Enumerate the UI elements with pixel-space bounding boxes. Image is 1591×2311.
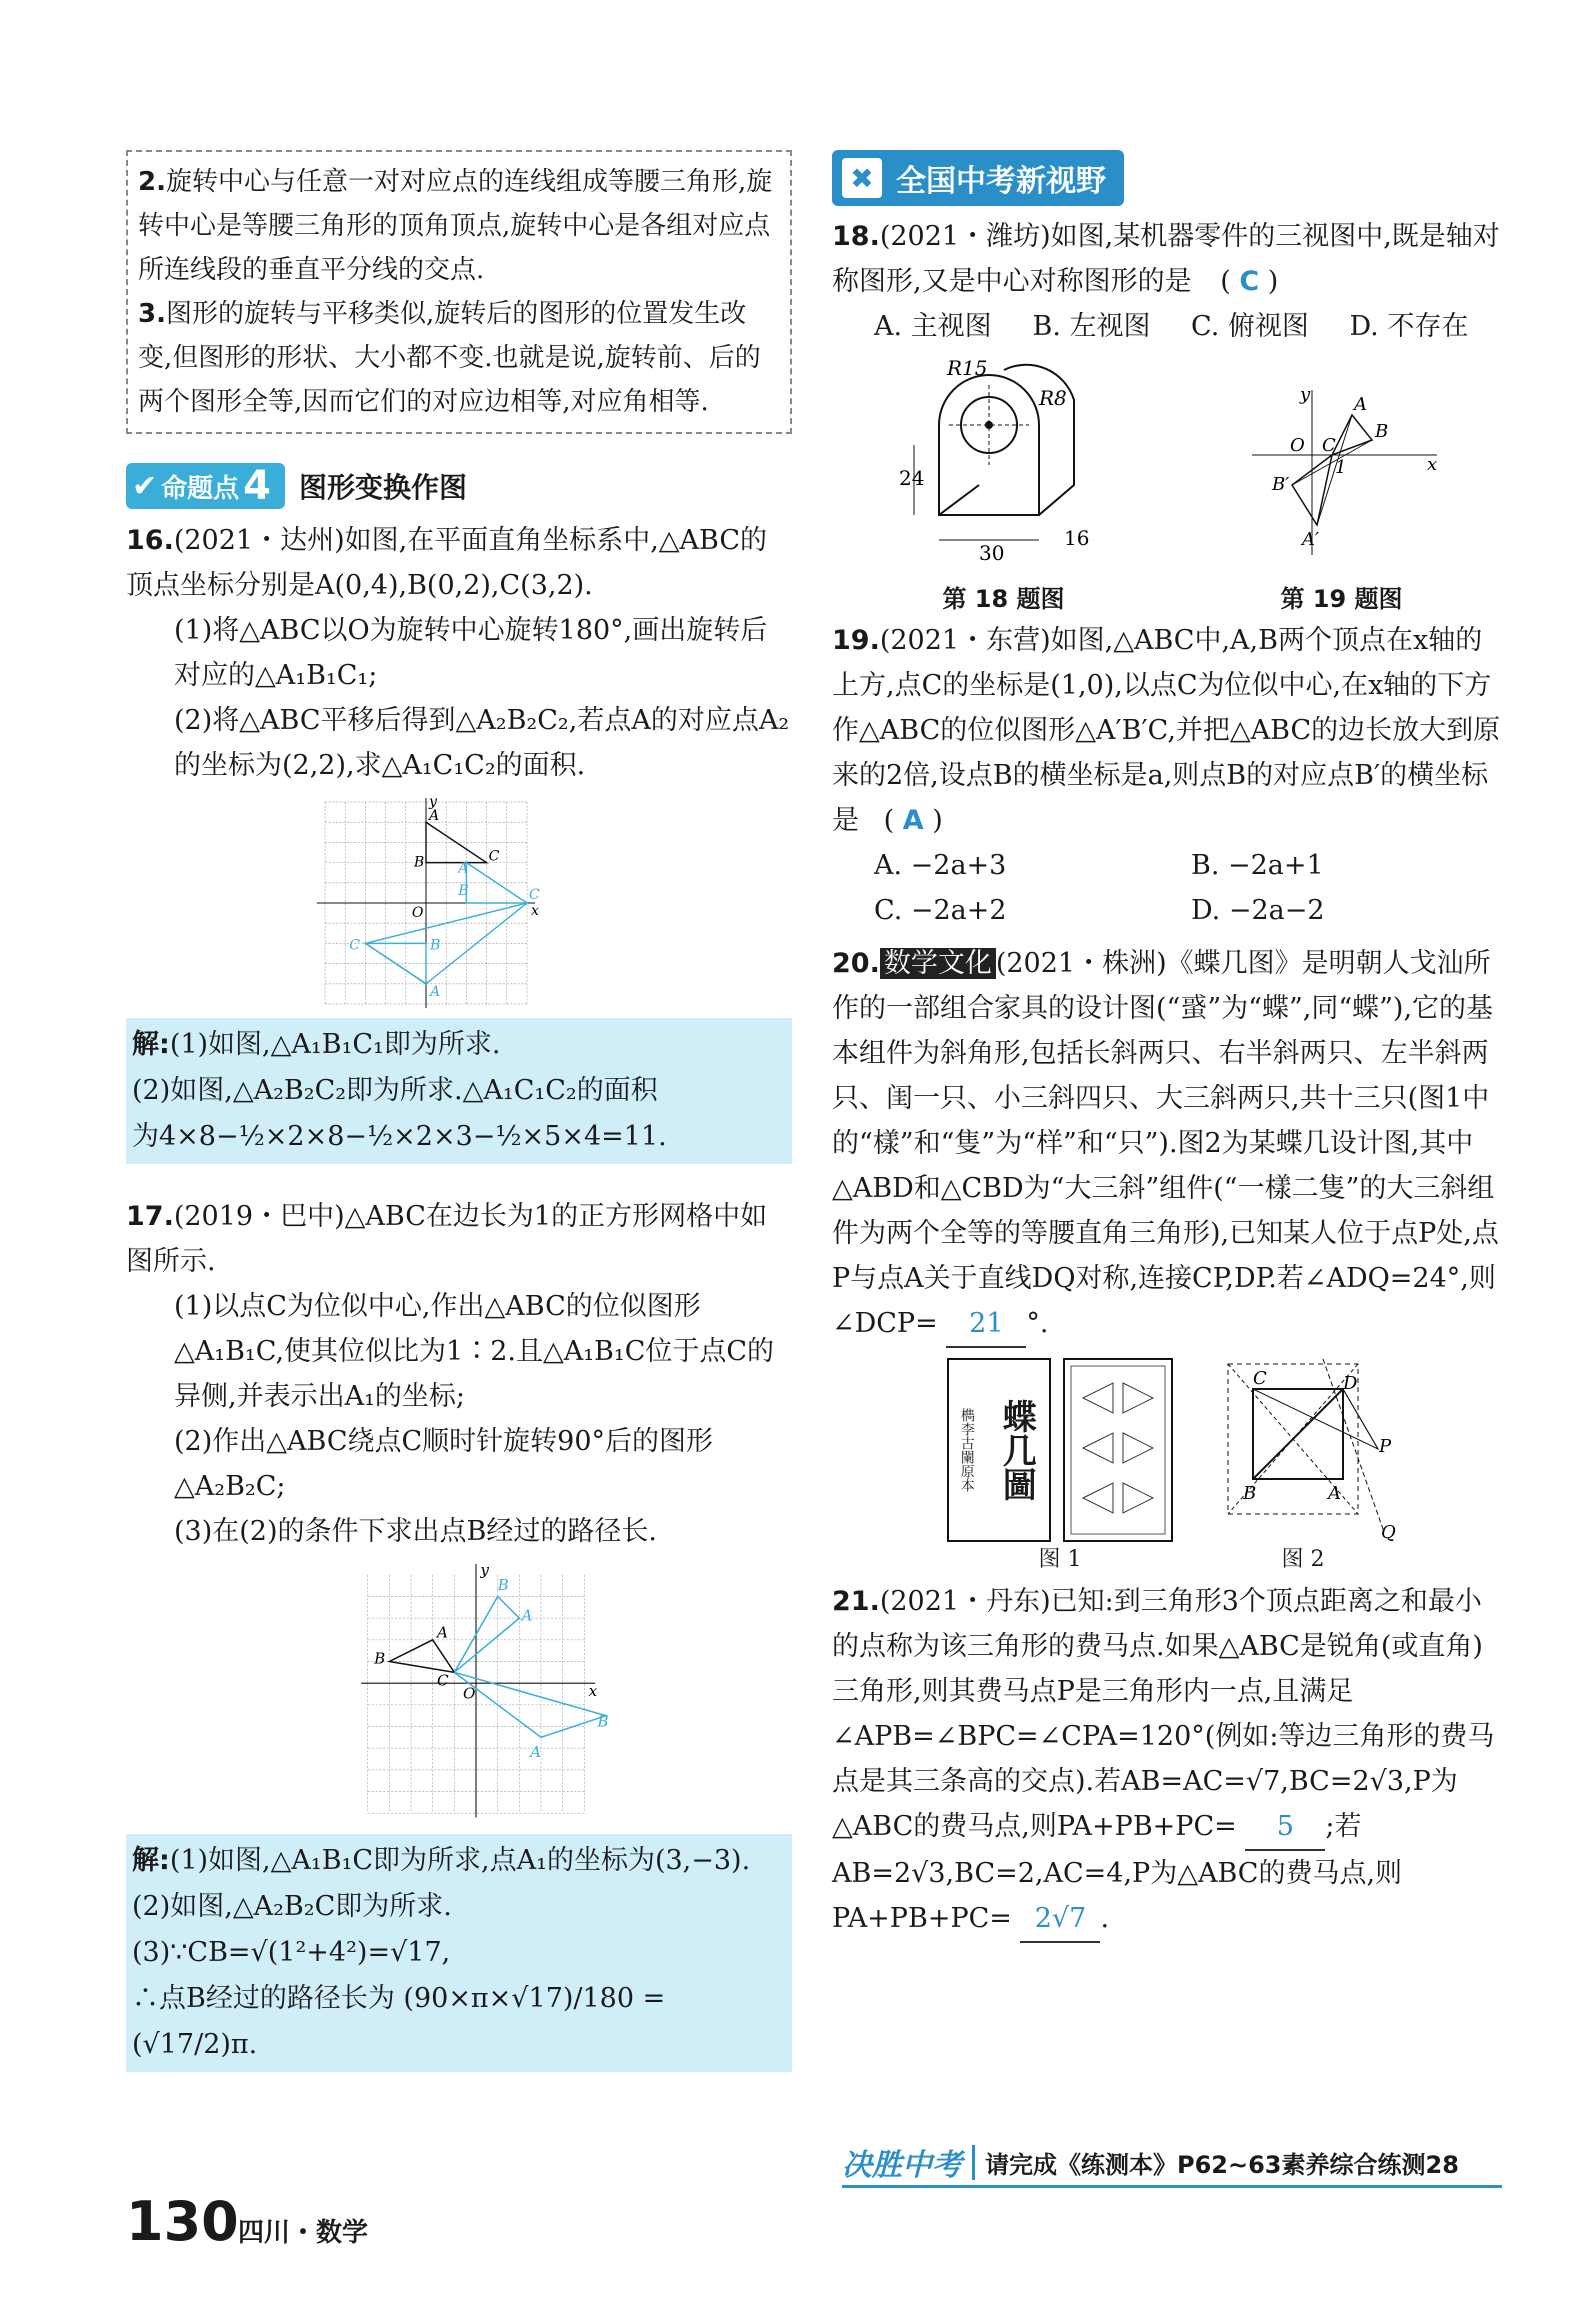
q16-figure xyxy=(126,798,792,1012)
q18-choice-b: B. 左视图 xyxy=(1032,311,1151,342)
svg-text:Q: Q xyxy=(1381,1522,1396,1543)
q18-figure-caption: 第 18 题图 xyxy=(942,585,1065,613)
section-title: 图形变换作图 xyxy=(299,471,468,504)
q21-stem-2: ;若AB=2√3,BC=2,AC=4,P为△ABC的费马点,则PA+PB+PC= xyxy=(832,1811,1403,1934)
q19-choice-b: B. −2a+1 xyxy=(1191,850,1324,881)
note-item2: 旋转中心与任意一对对应点的连线组成等腰三角形,旋转中心是等腰三角形的顶角顶点,旋转中心是各组对应点所连线段的垂直平分线的交点. xyxy=(138,167,773,285)
svg-text:A xyxy=(520,1606,533,1624)
right-section-header xyxy=(832,150,1124,206)
fig1-side-text: 檇李古闌原本 xyxy=(958,1408,975,1492)
q16-grid-svg xyxy=(306,798,546,1008)
figure-20-2 xyxy=(1213,1354,1396,1573)
svg-text:B′: B′ xyxy=(1271,474,1289,495)
q18-answer: C xyxy=(1239,266,1260,297)
q17-answer-4: ∴点B经过的路径长为 (90×π×√17)/180 = (√17/2)π. xyxy=(132,1983,666,2060)
svg-text:y: y xyxy=(1299,384,1310,405)
note-item3-num: 3. xyxy=(138,299,166,329)
figure-19 xyxy=(1242,385,1442,614)
crosshair-icon: ✖ xyxy=(842,158,882,198)
q19-number: 19. xyxy=(832,625,880,656)
q20-stem: (2021・株洲)《蝶几图》是明朝人戈汕所作的一部组合家具的设计图(“𧌒”为“蝶”,同“蝶”),它的基本组件为斜角形,包括长斜两只、右半斜两只、左半斜两只、闺一只、小三斜四只、大三斜两只,共十三只(图1中的“樣”和“隻”为“样”和“只”).图2为某蝶几设计图,其中△ABD和△CBD为“大三斜”组件(“一樣二隻”的大三斜组件为两个全等的等腰直角三角形),已知某人位于点P处,点P与点A关于直线DQ对称,连接CP,DP.若∠ADQ=24°,则∠DCP= xyxy=(832,948,1499,1339)
question-18: 18.(2021・潍坊)如图,某机器零件的三视图中,既是轴对称图形,又是中心对称图形的是 ( C ) A. 主视图 B. 左视图 C. 俯视图 D. 不存在 xyxy=(832,214,1508,349)
fig2-svg xyxy=(1213,1354,1396,1543)
svg-text:A xyxy=(435,1624,448,1642)
q16-answer-1: (1)如图,△A₁B₁C₁即为所求. xyxy=(169,1029,501,1060)
figures-20 xyxy=(832,1354,1508,1573)
svg-text:A xyxy=(528,1743,541,1761)
fig1-page-svg xyxy=(1063,1358,1173,1542)
svg-text:O xyxy=(412,905,424,921)
section-number: 4 xyxy=(243,463,271,509)
q18-choice-c: C. 俯视图 xyxy=(1191,311,1309,342)
svg-text:C xyxy=(437,1671,449,1689)
q19-choice-c: C. −2a+2 xyxy=(874,895,1007,926)
q20-unit: °. xyxy=(1026,1308,1049,1339)
svg-text:1: 1 xyxy=(1334,457,1346,478)
q17-answer-1: (1)如图,△A₁B₁C即为所求,点A₁的坐标为(3,−3). xyxy=(169,1845,751,1876)
q16-answer xyxy=(126,1018,792,1164)
svg-text:x: x xyxy=(1426,454,1437,475)
q19-stem: (2021・东营)如图,△ABC中,A,B两个顶点在x轴的上方,点C的坐标是(1,0),以点C为位似中心,在x轴的下方作△ABC的位似图形△A′B′C,并把△ABC的边长放大到原来的2倍,设点B的横坐标是a,则点B的对应点B′的横坐标是 xyxy=(832,625,1501,836)
q16-answer-label: 解: xyxy=(132,1029,170,1060)
page-number: 130 xyxy=(126,2190,239,2253)
q21-answer-1: 5 xyxy=(1245,1804,1325,1851)
q16-answer-3: 为4×8−½×2×8−½×2×3−½×5×4=11. xyxy=(132,1121,667,1152)
q19-choices-row2 xyxy=(832,888,1508,933)
svg-text:A xyxy=(456,861,468,877)
q19-choice-a: A. −2a+3 xyxy=(874,850,1007,881)
svg-text:O: O xyxy=(1289,435,1305,456)
svg-text:B xyxy=(457,883,468,899)
q21-tail: . xyxy=(1100,1903,1110,1934)
fig2-caption: 图 2 xyxy=(1281,1547,1325,1572)
q20-number: 20. xyxy=(832,948,880,979)
svg-text:y xyxy=(428,794,438,810)
note-box xyxy=(126,150,792,434)
svg-text:C: C xyxy=(1321,435,1336,456)
q16-part2: (2)将△ABC平移后得到△A₂B₂C₂,若点A的对应点A₂的坐标为(2,2),求△A₁C₁C₂的面积. xyxy=(174,705,790,781)
q19-choice-d: D. −2a−2 xyxy=(1191,895,1325,926)
section-badge-label: 命题点 xyxy=(161,473,240,504)
svg-text:x xyxy=(531,903,539,919)
q21-number: 21. xyxy=(832,1586,880,1617)
q17-answer xyxy=(126,1834,792,2072)
q21-stem-1: (2021・丹东)已知:到三角形3个顶点距离之和最小的点称为该三角形的费马点.如果△ABC是锐角(或直角)三角形,则其费马点P是三角形内一点,且满足∠APB=∠BPC=∠CPA=120°(例如:等边三角形的费马点是其三条高的交点).若AB=AC=√7,BC=2√3,P为△ABC的费马点,则PA+PB+PC= xyxy=(832,1586,1495,1842)
footer-hint xyxy=(842,2140,1459,2184)
q17-stem: (2019・巴中)△ABC在边长为1的正方形网格中如图所示. xyxy=(126,1201,768,1277)
svg-text:B: B xyxy=(1374,421,1388,442)
question-21 xyxy=(832,1579,1508,1943)
note-item3: 图形的旋转与平移类似,旋转后的图形的位置发生改变,但图形的形状、大小都不变.也就是说,旋转前、后的两个图形全等,因而它们的对应边相等,对应角相等. xyxy=(138,299,761,417)
q16-answer-2: (2)如图,△A₂B₂C₂即为所求.△A₁C₁C₂的面积 xyxy=(132,1075,658,1106)
svg-text:C: C xyxy=(1253,1368,1267,1389)
q19-figure-svg xyxy=(1242,385,1442,575)
dim-r15: R15 xyxy=(946,356,988,380)
q21-answer-2: 2√7 xyxy=(1020,1896,1100,1943)
left-column xyxy=(126,150,792,2102)
question-17 xyxy=(126,1194,792,2072)
q18-choices xyxy=(832,304,1508,349)
q17-answer-2: (2)如图,△A₂B₂C即为所求. xyxy=(132,1891,452,1922)
q19-answer: A xyxy=(902,805,924,836)
dim-r8: R8 xyxy=(1038,386,1067,410)
svg-text:B xyxy=(429,937,440,953)
svg-text:A xyxy=(428,984,440,1000)
svg-text:A: A xyxy=(1353,394,1367,415)
svg-text:A xyxy=(427,808,439,824)
figure-18 xyxy=(899,355,1109,614)
q16-number: 16. xyxy=(126,525,174,556)
section-badge xyxy=(126,463,285,509)
q17-part2: (2)作出△ABC绕点C顺时针旋转90°后的图形△A₂B₂C; xyxy=(174,1426,714,1502)
right-column xyxy=(832,150,1508,1943)
fig1-title: 蝶几圖 xyxy=(996,1399,1037,1501)
svg-text:B xyxy=(497,1576,509,1594)
q17-grid-svg xyxy=(356,1564,596,1824)
q18-number: 18. xyxy=(832,221,880,252)
svg-text:O xyxy=(463,1684,476,1702)
svg-text:P: P xyxy=(1379,1436,1392,1457)
q19-figure-caption: 第 19 题图 xyxy=(1280,585,1403,613)
q18-choice-a: A. 主视图 xyxy=(874,311,992,342)
q17-number: 17. xyxy=(126,1201,174,1232)
q16-stem: (2021・达州)如图,在平面直角坐标系中,△ABC的顶点坐标分别是A(0,4),B(0,2),C(3,2). xyxy=(126,525,768,601)
q17-part3: (3)在(2)的条件下求出点B经过的路径长. xyxy=(174,1516,657,1547)
svg-text:x xyxy=(589,1682,598,1700)
q17-answer-3: (3)∵CB=√(1²+4²)=√17, xyxy=(132,1937,451,1968)
q18-three-view-svg xyxy=(899,355,1109,575)
svg-text:B xyxy=(373,1650,385,1668)
fig1-caption: 图 1 xyxy=(1038,1547,1082,1572)
svg-text:D: D xyxy=(1343,1373,1358,1394)
section-4-header xyxy=(126,460,792,512)
page-region: 四川・数学 xyxy=(238,2218,369,2248)
svg-text:C xyxy=(349,937,360,953)
svg-text:y xyxy=(479,1561,489,1579)
fig1-book-cover xyxy=(947,1358,1051,1542)
svg-text:B xyxy=(413,855,424,871)
svg-text:A: A xyxy=(1328,1483,1341,1504)
svg-text:C xyxy=(529,887,540,903)
q18-choice-d: D. 不存在 xyxy=(1349,311,1469,342)
q17-part1: (1)以点C为位似中心,作出△ABC的位似图形△A₁B₁C,使其位似比为1∶2.且△A₁B₁C位于点C的异侧,并表示出A₁的坐标; xyxy=(174,1291,775,1412)
q16-part1: (1)将△ABC以O为旋转中心旋转180°,画出旋转后对应的△A₁B₁C₁; xyxy=(174,615,768,691)
question-20 xyxy=(832,941,1508,1573)
q17-figure xyxy=(126,1564,792,1828)
question-19: 19.(2021・东营)如图,△ABC中,A,B两个顶点在x轴的上方,点C的坐标是(1,0),以点C为位似中心,在x轴的下方作△ABC的位似图形△A′B′C,并把△ABC的边长放大到原来的2倍,设点B的横坐标是a,则点B的对应点B′的横坐标是 ( A ) A. −2a+3 B. −2a+1 C. −2a+2 D. −2a−2 xyxy=(832,618,1508,933)
q18-stem: (2021・潍坊)如图,某机器零件的三视图中,既是轴对称图形,又是中心对称图形的是 xyxy=(832,221,1500,297)
svg-text:C xyxy=(489,849,500,865)
footer-divider xyxy=(842,2185,1502,2188)
svg-text:B: B xyxy=(1243,1483,1257,1504)
figure-20-1 xyxy=(947,1358,1173,1573)
question-16 xyxy=(126,518,792,1164)
check-icon: ✔ xyxy=(132,468,158,504)
q19-choices-row1 xyxy=(832,843,1508,888)
svg-text:B xyxy=(596,1713,608,1731)
footer-logo: 决胜中考 xyxy=(842,2148,962,2183)
q20-tag: 数学文化 xyxy=(880,948,996,979)
svg-text:A′: A′ xyxy=(1301,529,1319,550)
right-section-title: 全国中考新视野 xyxy=(896,164,1106,199)
dim-16: 16 xyxy=(1063,526,1089,550)
q17-answer-label: 解: xyxy=(132,1845,170,1876)
footer-hint-text: 请完成《练测本》P62~63素养综合练测28 xyxy=(972,2145,1459,2180)
dim-24: 24 xyxy=(898,466,924,490)
q20-answer: 21 xyxy=(946,1301,1026,1348)
dim-30: 30 xyxy=(978,541,1004,565)
note-item2-num: 2. xyxy=(138,167,166,197)
figures-18-19 xyxy=(832,355,1508,614)
